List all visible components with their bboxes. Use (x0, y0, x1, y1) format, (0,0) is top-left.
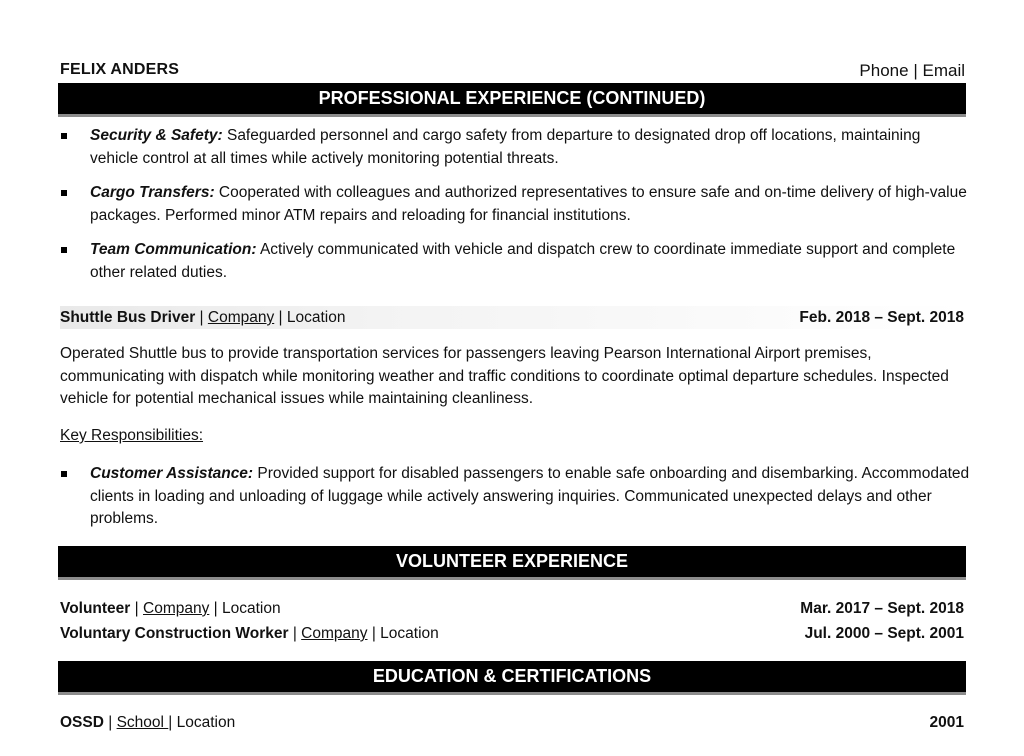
bullet-label: Security & Safety: (90, 127, 223, 144)
bullet-square-icon (61, 471, 67, 477)
contact-info (859, 61, 965, 81)
experience-bullet (90, 182, 970, 227)
job-title-line (60, 306, 346, 329)
separator: | (292, 625, 297, 642)
bullet-label: Team Communication: (90, 241, 257, 258)
volunteer-row (60, 622, 966, 645)
section-bar-experience: PROFESSIONAL EXPERIENCE (CONTINUED) (58, 83, 966, 117)
job-location: Location (286, 309, 346, 326)
email-text: Email (922, 61, 965, 80)
separator: | (278, 309, 283, 326)
volunteer-location: Location (222, 600, 281, 617)
separator: | (199, 309, 204, 326)
education-line (60, 711, 235, 734)
separator: | (108, 714, 113, 731)
bullet-text: Cooperated with colleagues and authorized representatives to ensure safe and on-time delivery of high-value packages. Performed minor ATM repairs and reloading for financial institutions. (90, 184, 967, 224)
bullet-label: Customer Assistance: (90, 465, 254, 482)
bullet-text: Actively communicated with vehicle and dispatch crew to coordinate immediate support and complete other related duties. (90, 241, 956, 281)
bullet-square-icon (61, 133, 67, 139)
volunteer-title: Voluntary Construction Worker (60, 625, 289, 642)
job-summary: Operated Shuttle bus to provide transportation services for passengers leaving Pearson International Airport premises, communicating with dispatch while monitoring weather and traffic conditions to coordinate optimal departure schedules. Inspected vehicle for potential mechanical issues while maintaining cleanliness. (60, 345, 949, 407)
volunteer-company: Company (143, 600, 210, 617)
education-title: OSSD (60, 714, 104, 731)
volunteer-row (60, 597, 966, 620)
bullet-label: Cargo Transfers: (90, 184, 215, 201)
education-year: 2001 (929, 714, 964, 731)
education-row (60, 711, 966, 734)
section-bar-volunteer: VOLUNTEER EXPERIENCE (58, 546, 966, 580)
responsibilities-heading: Key Responsibilities: (60, 427, 204, 444)
volunteer-line (60, 622, 439, 645)
separator: | (913, 61, 918, 80)
resume-header (60, 61, 966, 83)
candidate-name: FELIX ANDERS (60, 61, 180, 78)
bullet-text: Safeguarded personnel and cargo safety from departure to designated drop off locations, maintaining vehicle control at all times while actively monitoring potential threats. (90, 127, 921, 167)
separator: | (213, 600, 218, 617)
bullet-square-icon (61, 247, 67, 253)
separator: | (168, 714, 173, 731)
education-location: Location (176, 714, 236, 731)
job-title-row (60, 306, 966, 329)
volunteer-location: Location (380, 625, 439, 642)
experience-bullet (90, 125, 970, 170)
separator: | (371, 625, 376, 642)
volunteer-line (60, 597, 281, 620)
volunteer-title: Volunteer (60, 600, 131, 617)
volunteer-dates: Jul. 2000 – Sept. 2001 (804, 625, 964, 642)
bullet-square-icon (61, 190, 67, 196)
job-company: Company (207, 309, 275, 326)
experience-bullet (90, 239, 970, 284)
section-bar-education: EDUCATION & CERTIFICATIONS (58, 661, 966, 695)
phone-text: Phone (859, 61, 909, 80)
job-dates: Feb. 2018 – Sept. 2018 (799, 309, 964, 326)
volunteer-company: Company (301, 625, 368, 642)
education-school: School (116, 714, 169, 731)
separator: | (134, 600, 139, 617)
job-bullet (90, 463, 970, 531)
job-title: Shuttle Bus Driver (60, 309, 196, 326)
bullet-text: Provided support for disabled passengers to enable safe onboarding and disembarking. Accommodated clients in loading and unloading of luggage while actively answering inquiries. Communicated unexpected delays and other problems. (90, 465, 970, 527)
volunteer-dates: Mar. 2017 – Sept. 2018 (800, 600, 964, 617)
